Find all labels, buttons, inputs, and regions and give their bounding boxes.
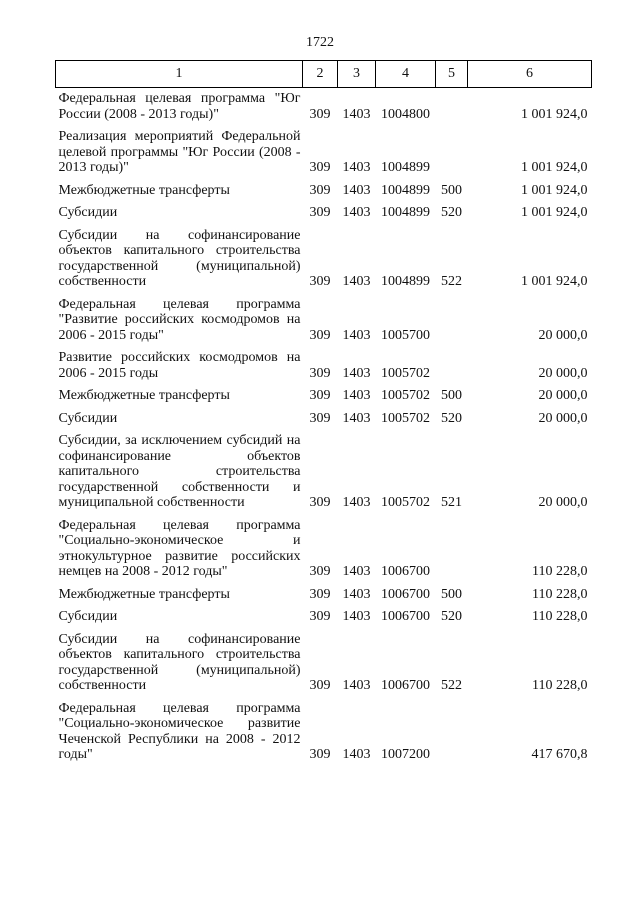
- expense-type-code: 520: [441, 410, 462, 426]
- table-row: [56, 126, 592, 180]
- amount: 110 228,0: [532, 586, 588, 602]
- target-code: 1005702: [381, 365, 430, 381]
- expense-type-code: 500: [441, 388, 462, 403]
- ministry-code: 309: [309, 182, 331, 198]
- amount: 1 001 924,0: [521, 182, 588, 198]
- column-header-2: 2: [303, 61, 338, 88]
- amount: 20 000,0: [538, 388, 588, 403]
- amount: 20 000,0: [538, 327, 588, 343]
- section-code: 1403: [342, 365, 371, 381]
- ministry-code: 309: [309, 586, 331, 602]
- table-row: [56, 202, 592, 225]
- item-name: Федеральная целевая программа "Социально-экономическое развитие Чеченской Республики на 2008 - 2012 годы": [58, 700, 301, 762]
- target-code: 1004899: [381, 274, 430, 289]
- section-code: 1403: [342, 388, 371, 403]
- item-name: Субсидии: [58, 410, 118, 426]
- table-row: [56, 180, 592, 203]
- item-name: Федеральная целевая программа "Социально-экономическое и этнокультурное развитие российских немцев на 2008 - 2012 годы": [58, 517, 301, 579]
- expense-type-code: [436, 698, 468, 767]
- ministry-code: 309: [309, 106, 331, 122]
- section-code: 1403: [342, 160, 371, 175]
- expense-type-code: 522: [441, 678, 462, 693]
- ministry-code: 309: [309, 274, 331, 289]
- ministry-code: 309: [309, 365, 331, 381]
- amount: 20 000,0: [538, 495, 588, 510]
- item-name: Субсидии, за исключением субсидий на софинансирование объектов капитального строительства государственной собственности и муниципальной собственности: [58, 433, 301, 510]
- target-code: 1004800: [381, 106, 430, 122]
- expense-type-code: [436, 294, 468, 348]
- amount: 417 670,8: [531, 747, 588, 762]
- section-code: 1403: [342, 410, 371, 426]
- table-body: [56, 88, 592, 767]
- target-code: 1005702: [381, 495, 430, 510]
- expense-type-code: 500: [441, 182, 462, 198]
- table-row: [56, 88, 592, 127]
- target-code: 1004899: [381, 160, 430, 175]
- item-name: Реализация мероприятий Федеральной целевой программы "Юг России (2008 - 2013 годы)": [58, 129, 301, 175]
- table-row: [56, 698, 592, 767]
- expense-type-code: [436, 347, 468, 385]
- section-code: 1403: [342, 327, 371, 343]
- column-header-5: 5: [436, 61, 468, 88]
- item-name: Субсидии на софинансирование объектов капитального строительства государственной (муниципальной) собственности: [58, 227, 301, 289]
- ministry-code: 309: [309, 564, 331, 579]
- expense-type-code: 521: [441, 495, 462, 510]
- page-number: 1722: [306, 35, 334, 50]
- item-name: Субсидии: [58, 205, 118, 220]
- section-code: 1403: [342, 747, 371, 762]
- amount: 1 001 924,0: [521, 106, 588, 122]
- table-row: [56, 294, 592, 348]
- amount: 20 000,0: [538, 410, 588, 426]
- target-code: 1006700: [381, 678, 430, 693]
- expense-type-code: [436, 126, 468, 180]
- table-row: [56, 408, 592, 431]
- target-code: 1006700: [381, 586, 430, 602]
- item-name: Межбюджетные трансферты: [58, 182, 230, 198]
- section-code: 1403: [342, 106, 371, 122]
- expense-type-code: 500: [441, 586, 462, 602]
- item-name: Развитие российских космодромов на 2006 - 2015 годы: [58, 350, 301, 381]
- section-code: 1403: [342, 205, 371, 220]
- amount: 1 001 924,0: [521, 274, 588, 289]
- column-header-4: 4: [376, 61, 436, 88]
- ministry-code: 309: [309, 205, 331, 220]
- target-code: 1004899: [381, 205, 430, 220]
- table-row: [56, 347, 592, 385]
- expense-type-code: [436, 88, 468, 127]
- table-row: [56, 584, 592, 607]
- section-code: 1403: [342, 564, 371, 579]
- ministry-code: 309: [309, 388, 331, 403]
- ministry-code: 309: [309, 495, 331, 510]
- target-code: 1005702: [381, 410, 430, 426]
- item-name: Субсидии: [58, 609, 118, 624]
- column-header-6: 6: [468, 61, 592, 88]
- expense-type-code: 520: [441, 609, 462, 624]
- target-code: 1004899: [381, 182, 430, 198]
- ministry-code: 309: [309, 678, 331, 693]
- item-name: Федеральная целевая программа "Юг России (2008 - 2013 годы)": [58, 91, 301, 122]
- table-row: [56, 225, 592, 294]
- amount: 110 228,0: [532, 564, 588, 579]
- target-code: 1006700: [381, 609, 430, 624]
- section-code: 1403: [342, 182, 371, 198]
- target-code: 1006700: [381, 564, 430, 579]
- item-name: Федеральная целевая программа "Развитие российских космодромов на 2006 - 2015 годы": [58, 296, 301, 343]
- amount: 110 228,0: [532, 678, 588, 693]
- ministry-code: 309: [309, 609, 331, 624]
- ministry-code: 309: [309, 410, 331, 426]
- ministry-code: 309: [309, 747, 331, 762]
- amount: 20 000,0: [538, 365, 588, 381]
- ministry-code: 309: [309, 160, 331, 175]
- column-header-3: 3: [338, 61, 376, 88]
- expense-type-code: [436, 515, 468, 584]
- item-name: Межбюджетные трансферты: [58, 388, 230, 403]
- amount: 1 001 924,0: [521, 205, 588, 220]
- section-code: 1403: [342, 586, 371, 602]
- target-code: 1005702: [381, 388, 430, 403]
- amount: 110 228,0: [532, 609, 588, 624]
- section-code: 1403: [342, 274, 371, 289]
- column-header-1: 1: [56, 61, 303, 88]
- expense-type-code: 522: [441, 274, 462, 289]
- table-row: [56, 629, 592, 698]
- amount: 1 001 924,0: [521, 160, 588, 175]
- table-row: [56, 385, 592, 408]
- expense-type-code: 520: [441, 205, 462, 220]
- ministry-code: 309: [309, 327, 331, 343]
- table-row: [56, 606, 592, 629]
- item-name: Субсидии на софинансирование объектов капитального строительства государственной (муниципальной) собственности: [58, 631, 301, 693]
- item-name: Межбюджетные трансферты: [58, 586, 230, 602]
- header-row: [56, 61, 592, 88]
- section-code: 1403: [342, 609, 371, 624]
- budget-table: [55, 60, 592, 767]
- table-row: [56, 430, 592, 515]
- section-code: 1403: [342, 495, 371, 510]
- section-code: 1403: [342, 678, 371, 693]
- target-code: 1005700: [381, 327, 430, 343]
- target-code: 1007200: [381, 747, 430, 762]
- table-row: [56, 515, 592, 584]
